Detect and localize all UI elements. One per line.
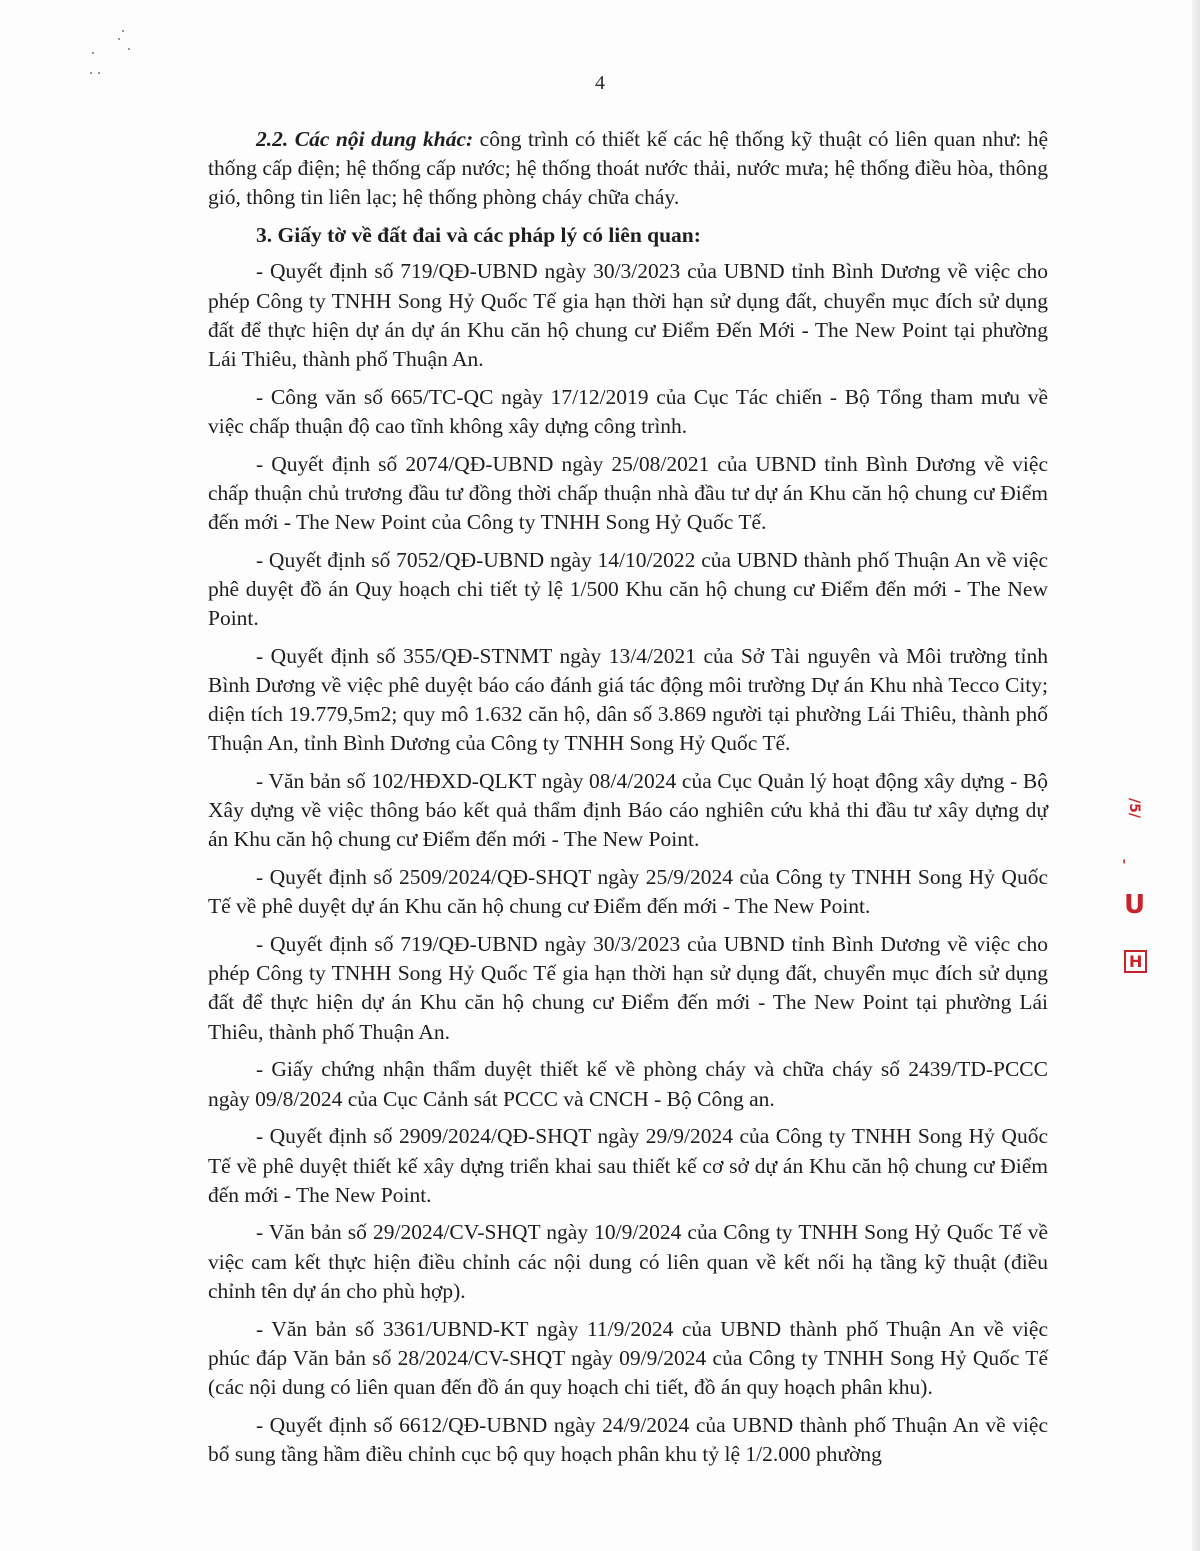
section-2-2-paragraph [208, 125, 1048, 213]
legal-item: - Quyết định số 6612/QĐ-UBND ngày 24/9/2024 của UBND thành phố Thuận An về việc bổ sung tầng hầm điều chỉnh cục bộ quy hoạch phân khu tỷ lệ 1/2.000 phường [208, 1412, 1048, 1466]
section-3-heading: 3. Giấy tờ về đất đai và các pháp lý có liên quan: [256, 223, 701, 248]
legal-item: - Văn bản số 102/HĐXD-QLKT ngày 08/4/2024 của Cục Quản lý hoạt động xây dựng - Bộ Xây dựng về việc thông báo kết quả thẩm định Báo cáo nghiên cứu khả thi đầu tư xây dựng dự án Khu căn hộ chung cư Điểm đến mới - The New Point. [208, 769, 1048, 852]
legal-item: - Quyết định số 355/QĐ-STNMT ngày 13/4/2021 của Sở Tài nguyên và Môi trường tỉnh Bình Dương về việc phê duyệt báo cáo đánh giá tác động môi trường Dự án Khu nhà Tecco City; diện tích 19.779,5m2; quy mô 1.632 căn hộ, dân số 3.869 người tại phường Lái Thiêu, thành phố Thuận An, tỉnh Bình Dương của Công ty TNHH Song Hỷ Quốc Tế. [208, 643, 1048, 756]
page-number: 4 [595, 72, 605, 94]
scan-noise-dots [88, 28, 148, 78]
stamp-mark: H [1124, 950, 1147, 973]
legal-item: - Quyết định số 719/QĐ-UBND ngày 30/3/2023 của UBND tỉnh Bình Dương về việc cho phép Công ty TNHH Song Hỷ Quốc Tế gia hạn thời hạn sử dụng đất, chuyển mục đích sử dụng đất để thực hiện dự án dự án Khu căn hộ chung cư Điểm Đến Mới - The New Point tại phường Lái Thiêu, thành phố Thuận An. [208, 259, 1048, 371]
legal-item: - Quyết định số 719/QĐ-UBND ngày 30/3/2023 của UBND tỉnh Bình Dương về việc cho phép Công ty TNHH Song Hỷ Quốc Tế gia hạn thời hạn sử dụng đất, chuyển mục đích sử dụng đất để thực hiện dự án Khu căn hộ chung cư Điểm đến mới - The New Point tại phường Lái Thiêu, thành phố Thuận An. [208, 932, 1048, 1044]
legal-item: - Quyết định số 2509/2024/QĐ-SHQT ngày 25/9/2024 của Công ty TNHH Song Hỷ Quốc Tế về phê duyệt dự án Khu căn hộ chung cư Điểm đến mới - The New Point. [208, 865, 1048, 919]
page-edge-shadow [1192, 0, 1200, 1551]
legal-item: - Văn bản số 29/2024/CV-SHQT ngày 10/9/2024 của Công ty TNHH Song Hỷ Quốc Tế về việc cam kết thực hiện điều chỉnh các nội dung có liên quan về kết nối hạ tầng kỹ thuật (điều chỉnh tên dự án cho phù hợp). [208, 1220, 1048, 1303]
legal-item: - Giấy chứng nhận thẩm duyệt thiết kế về phòng cháy và chữa cháy số 2439/TD-PCCC ngày 09/8/2024 của Cục Cảnh sát PCCC và CNCH - Bộ Công an. [208, 1057, 1048, 1111]
legal-item: - Quyết định số 7052/QĐ-UBND ngày 14/10/2022 của UBND thành phố Thuận An về việc phê duyệt đồ án Quy hoạch chi tiết tỷ lệ 1/500 Khu căn hộ chung cư Điểm đến mới - The New Point. [208, 547, 1048, 631]
legal-item: - Quyết định số 2909/2024/QĐ-SHQT ngày 29/9/2024 của Công ty TNHH Song Hỷ Quốc Tế về phê duyệt thiết kế xây dựng triển khai sau thiết kế cơ sở dự án Khu căn hộ chung cư Điểm đến mới - The New Point. [208, 1124, 1048, 1207]
section-2-2-text: công trình có thiết kế các hệ thống kỹ thuật có liên quan như: hệ thống cấp điện; hệ thống cấp nước; hệ thống thoát nước thải, nước mưa; hệ thống điều hòa, thông gió, thông tin liên lạc; hệ thống phòng cháy chữa cháy. [208, 127, 1049, 210]
legal-item: - Văn bản số 3361/UBND-KT ngày 11/9/2024 của UBND thành phố Thuận An về việc phúc đáp Văn bản số 28/2024/CV-SHQT ngày 09/9/2024 của Công ty TNHH Song Hỷ Quốc Tế (các nội dung có liên quan đến đồ án quy hoạch chi tiết, đồ án quy hoạch phân khu). [208, 1316, 1048, 1399]
red-seal-stamp-fragment [1118, 800, 1152, 990]
legal-item: - Công văn số 665/TC-QC ngày 17/12/2019 của Cục Tác chiến - Bộ Tổng tham mưu về việc chấp thuận độ cao tĩnh không xây dựng công trình. [208, 384, 1048, 438]
document-body [208, 125, 1048, 1478]
stamp-mark: ' [1122, 858, 1127, 874]
legal-item: - Quyết định số 2074/QĐ-UBND ngày 25/08/2021 của UBND tỉnh Bình Dương về việc chấp thuận chủ trương đầu tư đồng thời chấp thuận nhà đầu tư dự án Khu căn hộ chung cư Điểm đến mới - The New Point của Công ty TNHH Song Hỷ Quốc Tế. [208, 451, 1048, 534]
stamp-mark: U [1124, 890, 1146, 920]
stamp-mark: /5/ [1125, 798, 1142, 818]
section-2-2-label: 2.2. Các nội dung khác: [256, 127, 474, 151]
